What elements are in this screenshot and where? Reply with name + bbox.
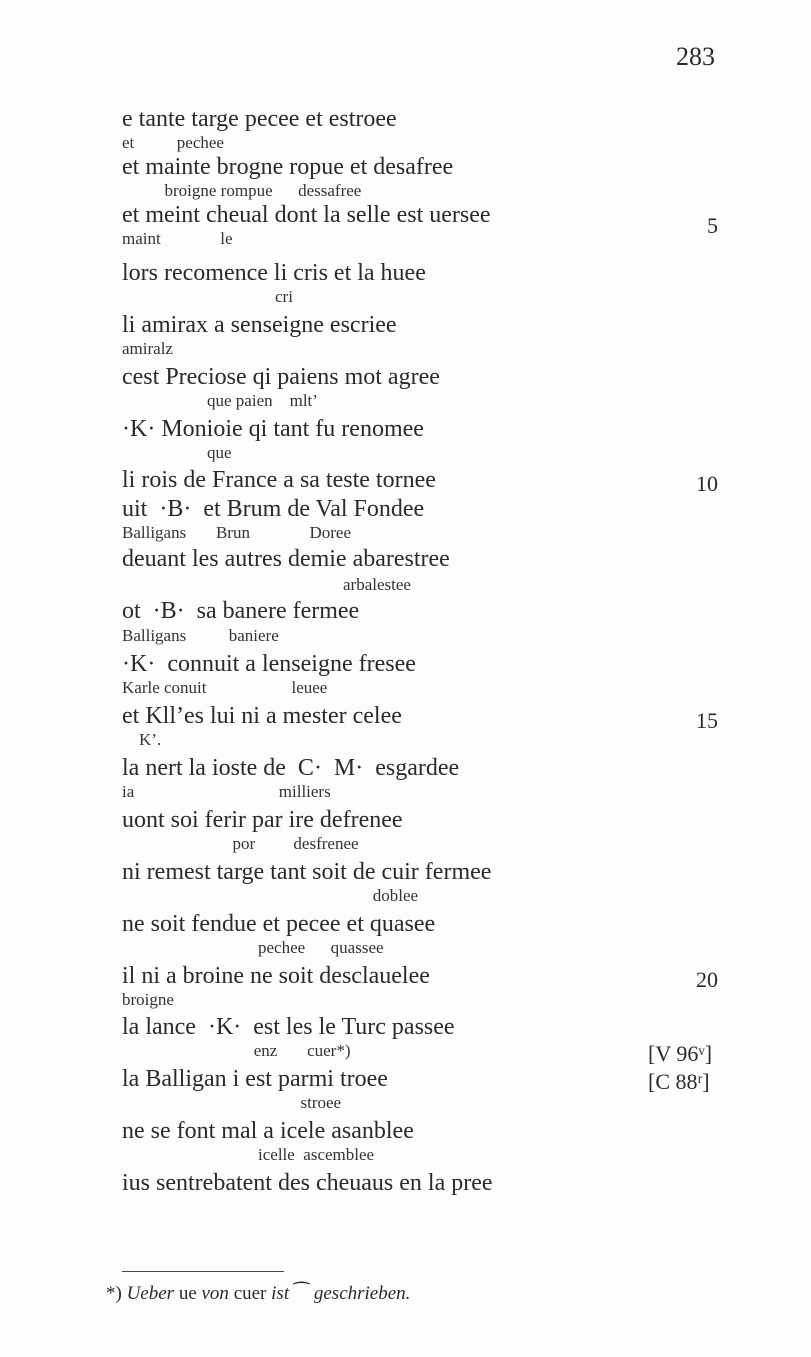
verse-line: uont soi ferir par ire defrenee [122,807,403,833]
line-number: 10 [696,471,718,496]
verse-line: li amirax a senseigne escriee [122,312,397,338]
verse-line: ·K· connuit a lenseigne fresee [122,651,416,677]
verse-line: la nert la ioste de C· M· esgardee [122,755,460,781]
verse-line: li rois de France a sa teste tornee [122,467,436,493]
variant-gloss: Karle conuit leuee [122,678,328,697]
variant-gloss: que [122,443,232,462]
line-number: 5 [707,213,718,238]
footnote [106,1282,410,1305]
variant-gloss: ia milliers [122,782,331,801]
verse-line: lors recomence li cris et la huee [122,260,426,286]
variant-gloss: enz cuer*) [122,1041,351,1060]
line-number: 20 [696,967,718,992]
verse-line: et mainte brogne ropue et desafree [122,154,454,180]
page-number: 283 [676,42,715,71]
variant-gloss: cri [122,287,293,306]
footnote-word: cuer [228,1283,272,1304]
variant-gloss: maint le [122,229,233,248]
verse-line: uit ·B· et Brum de Val Fondee [122,496,425,522]
verse-line: deuant les autres demie abarestree [122,546,450,572]
verse-line: e tante targe pecee et estroee [122,106,397,132]
verse-line: ·K· Monioie qi tant fu renomee [122,416,424,442]
footnote-word: von [201,1283,229,1304]
verse-line: ne se font mal a icele asanblee [122,1118,414,1144]
verse-line: ot ·B· sa banere fermee [122,598,360,624]
footnote-marker: *) [106,1283,122,1304]
footnote-rule [122,1271,284,1272]
variant-gloss: doblee [122,886,419,905]
variant-gloss: amiralz [122,339,173,358]
variant-gloss: broigne [122,990,174,1009]
variant-gloss: arbalestee [122,575,411,594]
variant-gloss: K’. [122,730,162,749]
footnote-word: Ueber [126,1283,175,1304]
verse-line: la Balligan i est parmi troee [122,1066,388,1092]
variant-gloss: Balligans Brun Doree [122,523,351,542]
variant-gloss: icelle ascemblee [122,1145,375,1164]
footnote-word: geschrieben. [313,1283,411,1304]
variant-gloss: por desfrenee [122,834,359,853]
variant-gloss: que paien mlt’ [122,391,318,410]
footnote-word: ue [174,1283,202,1304]
variant-gloss: pechee quassee [122,938,384,957]
verse-line: la lance ·K· est les le Turc passee [122,1014,455,1040]
variant-gloss: Balligans baniere [122,626,279,645]
variant-gloss: broigne rompue dessafree [122,181,362,200]
footnote-sign: ⁀ [289,1283,314,1304]
line-number: 15 [696,708,718,733]
verse-line: cest Preciose qi paiens mot agree [122,364,440,390]
manuscript-ref: [V 96ᵛ] [648,1041,713,1066]
verse-line: ius sentrebatent des cheuaus en la pree [122,1170,493,1196]
verse-line: et meint cheual dont la selle est uersee [122,202,491,228]
variant-gloss: et pechee [122,133,224,152]
variant-gloss: stroee [122,1093,342,1112]
footnote-word: ist [271,1283,290,1304]
verse-line: ni remest targe tant soit de cuir fermee [122,859,492,885]
verse-line: il ni a broine ne soit desclauelee [122,963,430,989]
manuscript-ref: [C 88ʳ] [648,1069,710,1094]
verse-line: ne soit fendue et pecee et quasee [122,911,436,937]
verse-line: et Kll’es lui ni a mester celee [122,703,402,729]
